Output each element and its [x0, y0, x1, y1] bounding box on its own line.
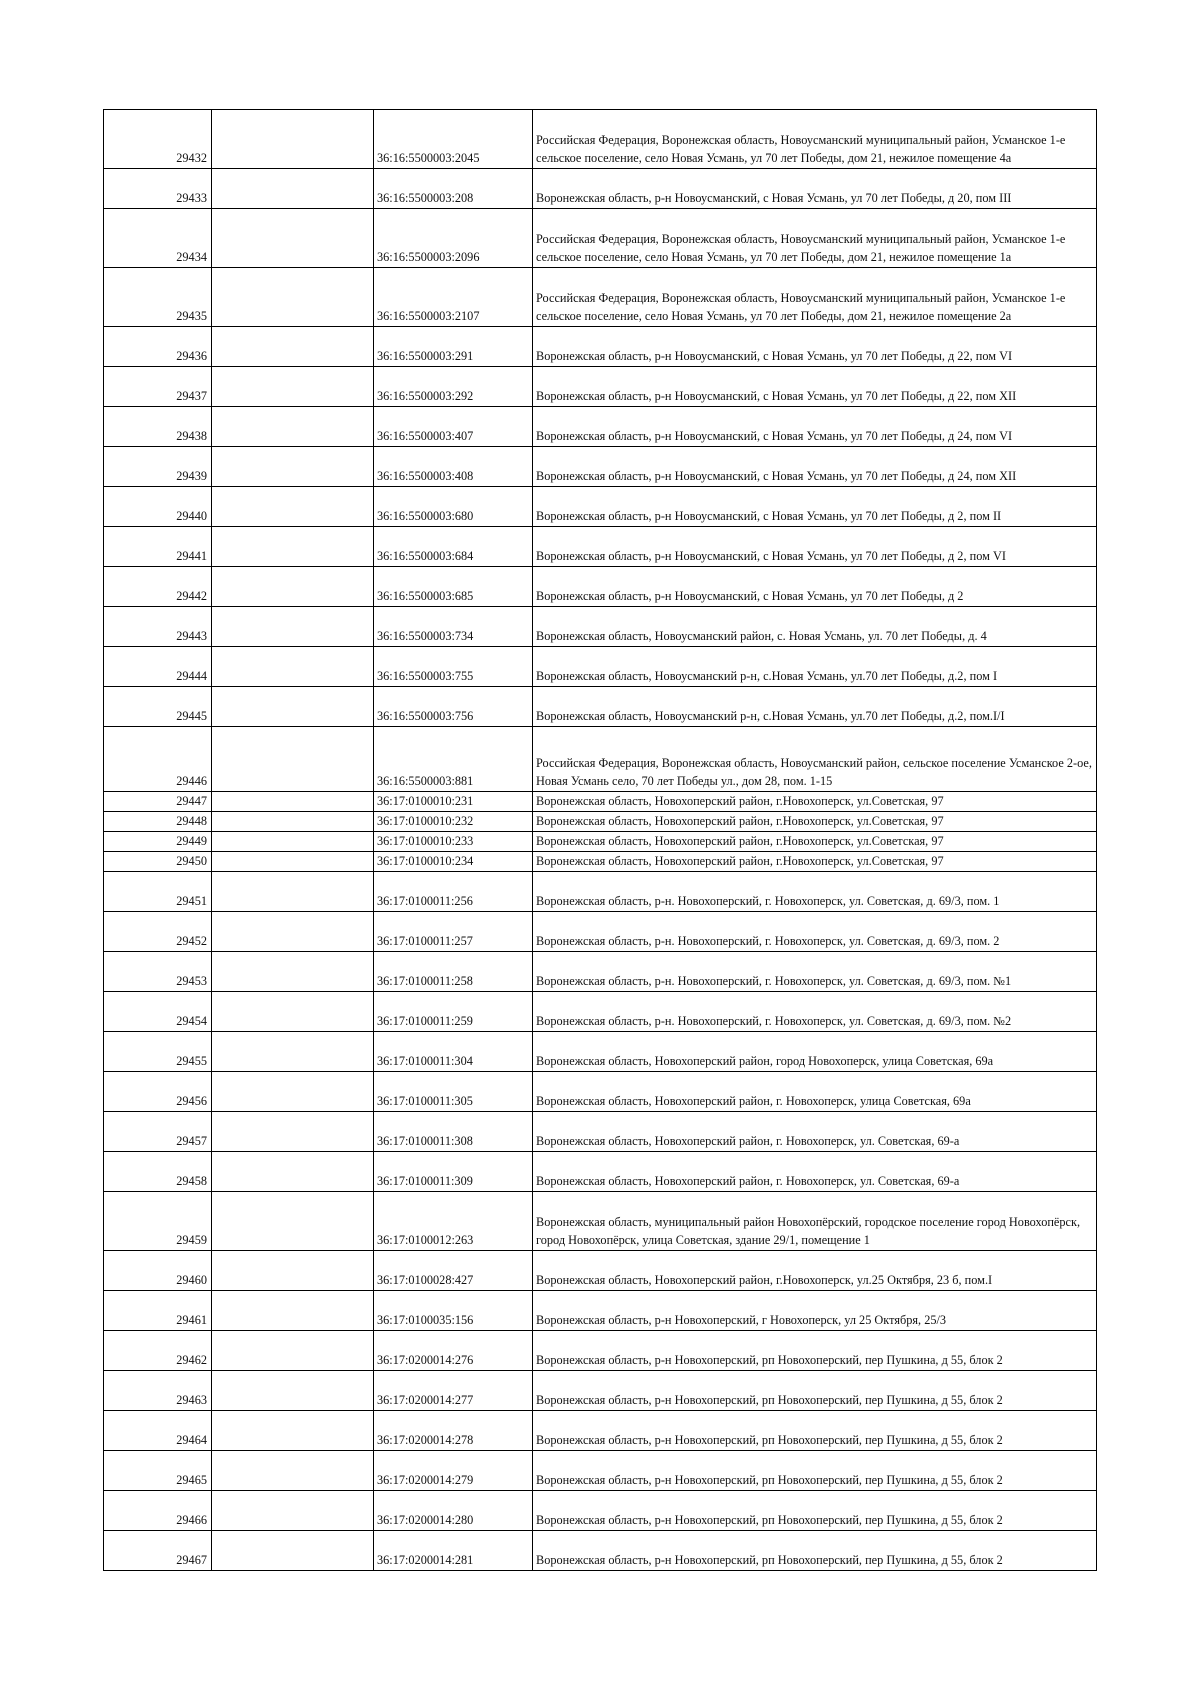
cadastral-number-cell: 36:17:0200014:277	[374, 1371, 533, 1411]
table-row	[104, 1371, 1097, 1411]
empty-cell	[212, 852, 374, 872]
table-row	[104, 912, 1097, 952]
table-row	[104, 872, 1097, 912]
empty-cell	[212, 727, 374, 792]
address-cell: Воронежская область, Новохоперский район, г.Новохоперск, ул.Советская, 97	[533, 792, 1097, 812]
row-number-cell: 29454	[104, 992, 212, 1032]
cadastral-number-cell: 36:16:5500003:685	[374, 567, 533, 607]
address-cell: Воронежская область, р-н Новоусманский, с Новая Усмань, ул 70 лет Победы, д 24, пом XII	[533, 447, 1097, 487]
address-cell: Воронежская область, Новохоперский район, город Новохоперск, улица Советская, 69а	[533, 1032, 1097, 1072]
empty-cell	[212, 407, 374, 447]
table-row	[104, 792, 1097, 812]
empty-cell	[212, 812, 374, 832]
cadastral-number-cell: 36:17:0100028:427	[374, 1251, 533, 1291]
address-cell: Российская Федерация, Воронежская область, Новоусманский муниципальный район, Усманское 1-е сельское поселение, село Новая Усмань, ул 70 лет Победы, дом 21, нежилое помещение 1а	[533, 209, 1097, 268]
address-cell: Воронежская область, р-н Новохоперский, рп Новохоперский, пер Пушкина, д 55, блок 2	[533, 1531, 1097, 1571]
address-cell: Воронежская область, р-н Новохоперский, г Новохоперск, ул 25 Октября, 25/3	[533, 1291, 1097, 1331]
empty-cell	[212, 169, 374, 209]
row-number-cell: 29449	[104, 832, 212, 852]
cadastral-number-cell: 36:16:5500003:2045	[374, 110, 533, 169]
empty-cell	[212, 1072, 374, 1112]
empty-cell	[212, 687, 374, 727]
table-row	[104, 407, 1097, 447]
row-number-cell: 29437	[104, 367, 212, 407]
cadastral-number-cell: 36:17:0100011:259	[374, 992, 533, 1032]
row-number-cell: 29464	[104, 1411, 212, 1451]
address-cell: Воронежская область, р-н Новоусманский, с Новая Усмань, ул 70 лет Победы, д 20, пом III	[533, 169, 1097, 209]
table-row	[104, 447, 1097, 487]
cadastral-number-cell: 36:17:0100010:231	[374, 792, 533, 812]
cadastral-number-cell: 36:16:5500003:291	[374, 327, 533, 367]
empty-cell	[212, 912, 374, 952]
row-number-cell: 29466	[104, 1491, 212, 1531]
address-cell: Воронежская область, р-н Новохоперский, рп Новохоперский, пер Пушкина, д 55, блок 2	[533, 1411, 1097, 1451]
address-cell: Воронежская область, р-н Новохоперский, рп Новохоперский, пер Пушкина, д 55, блок 2	[533, 1451, 1097, 1491]
address-cell: Воронежская область, р-н Новохоперский, рп Новохоперский, пер Пушкина, д 55, блок 2	[533, 1491, 1097, 1531]
cadastral-number-cell: 36:16:5500003:2096	[374, 209, 533, 268]
row-number-cell: 29433	[104, 169, 212, 209]
cadastral-number-cell: 36:17:0100012:263	[374, 1192, 533, 1251]
empty-cell	[212, 1192, 374, 1251]
table-row	[104, 687, 1097, 727]
row-number-cell: 29451	[104, 872, 212, 912]
row-number-cell: 29461	[104, 1291, 212, 1331]
address-cell: Воронежская область, р-н Новохоперский, рп Новохоперский, пер Пушкина, д 55, блок 2	[533, 1331, 1097, 1371]
address-cell: Воронежская область, р-н Новохоперский, рп Новохоперский, пер Пушкина, д 55, блок 2	[533, 1371, 1097, 1411]
row-number-cell: 29445	[104, 687, 212, 727]
table-row	[104, 1531, 1097, 1571]
cadastral-number-cell: 36:17:0100011:256	[374, 872, 533, 912]
row-number-cell: 29442	[104, 567, 212, 607]
address-cell: Воронежская область, Новохоперский район, г.Новохоперск, ул.Советская, 97	[533, 852, 1097, 872]
table-row	[104, 1192, 1097, 1251]
empty-cell	[212, 1112, 374, 1152]
table-row	[104, 992, 1097, 1032]
table-row	[104, 527, 1097, 567]
row-number-cell: 29467	[104, 1531, 212, 1571]
empty-cell	[212, 268, 374, 327]
address-cell: Воронежская область, р-н. Новохоперский, г. Новохоперск, ул. Советская, д. 69/3, пом. 2	[533, 912, 1097, 952]
address-cell: Воронежская область, р-н Новоусманский, с Новая Усмань, ул 70 лет Победы, д 2, пом II	[533, 487, 1097, 527]
address-cell: Воронежская область, Новохоперский район, г.Новохоперск, ул.Советская, 97	[533, 832, 1097, 852]
cadastral-number-cell: 36:17:0100010:232	[374, 812, 533, 832]
row-number-cell: 29444	[104, 647, 212, 687]
table-row	[104, 1291, 1097, 1331]
address-cell: Воронежская область, р-н. Новохоперский, г. Новохоперск, ул. Советская, д. 69/3, пом. №1	[533, 952, 1097, 992]
row-number-cell: 29455	[104, 1032, 212, 1072]
table-row	[104, 647, 1097, 687]
address-cell: Воронежская область, Новохоперский район, г. Новохоперск, ул. Советская, 69-а	[533, 1152, 1097, 1192]
empty-cell	[212, 792, 374, 812]
table-row	[104, 1491, 1097, 1531]
row-number-cell: 29457	[104, 1112, 212, 1152]
table-row	[104, 812, 1097, 832]
empty-cell	[212, 1032, 374, 1072]
cadastral-number-cell: 36:16:5500003:2107	[374, 268, 533, 327]
empty-cell	[212, 1371, 374, 1411]
cadastral-number-cell: 36:17:0100010:233	[374, 832, 533, 852]
cadastral-number-cell: 36:16:5500003:756	[374, 687, 533, 727]
table-row	[104, 1411, 1097, 1451]
empty-cell	[212, 1291, 374, 1331]
empty-cell	[212, 327, 374, 367]
cadastral-number-cell: 36:17:0100035:156	[374, 1291, 533, 1331]
row-number-cell: 29463	[104, 1371, 212, 1411]
row-number-cell: 29458	[104, 1152, 212, 1192]
table-row	[104, 327, 1097, 367]
row-number-cell: 29456	[104, 1072, 212, 1112]
row-number-cell: 29443	[104, 607, 212, 647]
table-row	[104, 1451, 1097, 1491]
address-cell: Воронежская область, р-н Новоусманский, с Новая Усмань, ул 70 лет Победы, д 2, пом VI	[533, 527, 1097, 567]
row-number-cell: 29435	[104, 268, 212, 327]
cadastral-number-cell: 36:17:0100011:257	[374, 912, 533, 952]
cadastral-number-cell: 36:16:5500003:408	[374, 447, 533, 487]
row-number-cell: 29438	[104, 407, 212, 447]
cadastral-number-cell: 36:17:0100011:308	[374, 1112, 533, 1152]
address-cell: Воронежская область, Новоусманский р-н, с.Новая Усмань, ул.70 лет Победы, д.2, пом.I/I	[533, 687, 1097, 727]
row-number-cell: 29450	[104, 852, 212, 872]
row-number-cell: 29436	[104, 327, 212, 367]
empty-cell	[212, 1331, 374, 1371]
row-number-cell: 29452	[104, 912, 212, 952]
cadastral-number-cell: 36:17:0200014:278	[374, 1411, 533, 1451]
address-cell: Воронежская область, р-н Новоусманский, с Новая Усмань, ул 70 лет Победы, д 24, пом VI	[533, 407, 1097, 447]
table-row	[104, 1251, 1097, 1291]
row-number-cell: 29439	[104, 447, 212, 487]
empty-cell	[212, 1491, 374, 1531]
cadastral-number-cell: 36:17:0200014:279	[374, 1451, 533, 1491]
cadastral-number-cell: 36:17:0100010:234	[374, 852, 533, 872]
cadastral-number-cell: 36:16:5500003:881	[374, 727, 533, 792]
table-row	[104, 952, 1097, 992]
empty-cell	[212, 447, 374, 487]
cadastral-number-cell: 36:16:5500003:755	[374, 647, 533, 687]
address-cell: Воронежская область, Новохоперский район, г. Новохоперск, улица Советская, 69а	[533, 1072, 1097, 1112]
address-cell: Воронежская область, Новохоперский район, г.Новохоперск, ул.25 Октября, 23 б, пом.I	[533, 1251, 1097, 1291]
row-number-cell: 29446	[104, 727, 212, 792]
empty-cell	[212, 1152, 374, 1192]
table-row	[104, 1112, 1097, 1152]
table-row	[104, 169, 1097, 209]
address-cell: Воронежская область, р-н Новоусманский, с Новая Усмань, ул 70 лет Победы, д 22, пом VI	[533, 327, 1097, 367]
row-number-cell: 29460	[104, 1251, 212, 1291]
table-row	[104, 567, 1097, 607]
empty-cell	[212, 209, 374, 268]
empty-cell	[212, 1451, 374, 1491]
row-number-cell: 29441	[104, 527, 212, 567]
empty-cell	[212, 1411, 374, 1451]
address-cell: Воронежская область, р-н Новоусманский, с Новая Усмань, ул 70 лет Победы, д 2	[533, 567, 1097, 607]
empty-cell	[212, 487, 374, 527]
row-number-cell: 29434	[104, 209, 212, 268]
cadastral-number-cell: 36:17:0200014:276	[374, 1331, 533, 1371]
empty-cell	[212, 952, 374, 992]
empty-cell	[212, 607, 374, 647]
empty-cell	[212, 110, 374, 169]
empty-cell	[212, 872, 374, 912]
table-row	[104, 209, 1097, 268]
row-number-cell: 29448	[104, 812, 212, 832]
table-row	[104, 1032, 1097, 1072]
address-cell: Воронежская область, р-н. Новохоперский, г. Новохоперск, ул. Советская, д. 69/3, пом. 1	[533, 872, 1097, 912]
cadastral-number-cell: 36:17:0100011:304	[374, 1032, 533, 1072]
empty-cell	[212, 647, 374, 687]
cadastral-number-cell: 36:17:0100011:309	[374, 1152, 533, 1192]
address-cell: Воронежская область, муниципальный район Новохопёрский, городское поселение город Новохопёрск, город Новохопёрск, улица Советская, здание 29/1, помещение 1	[533, 1192, 1097, 1251]
row-number-cell: 29462	[104, 1331, 212, 1371]
cadastral-number-cell: 36:16:5500003:680	[374, 487, 533, 527]
address-cell: Воронежская область, Новоусманский р-н, с.Новая Усмань, ул.70 лет Победы, д.2, пом I	[533, 647, 1097, 687]
table-row	[104, 367, 1097, 407]
table-row	[104, 832, 1097, 852]
row-number-cell: 29453	[104, 952, 212, 992]
cadastral-number-cell: 36:16:5500003:292	[374, 367, 533, 407]
empty-cell	[212, 992, 374, 1032]
row-number-cell: 29432	[104, 110, 212, 169]
row-number-cell: 29465	[104, 1451, 212, 1491]
cadastral-number-cell: 36:17:0200014:280	[374, 1491, 533, 1531]
cadastral-number-cell: 36:17:0100011:305	[374, 1072, 533, 1112]
empty-cell	[212, 567, 374, 607]
address-cell: Российская Федерация, Воронежская область, Новоусманский муниципальный район, Усманское 1-е сельское поселение, село Новая Усмань, ул 70 лет Победы, дом 21, нежилое помещение 4а	[533, 110, 1097, 169]
cadastral-number-cell: 36:17:0200014:281	[374, 1531, 533, 1571]
registry-table	[103, 109, 1097, 1571]
table-row	[104, 1331, 1097, 1371]
cadastral-number-cell: 36:16:5500003:208	[374, 169, 533, 209]
table-row	[104, 487, 1097, 527]
empty-cell	[212, 1531, 374, 1571]
table-row	[104, 1152, 1097, 1192]
address-cell: Российская Федерация, Воронежская область, Новоусманский район, сельское поселение Усманское 2-ое, Новая Усмань село, 70 лет Победы ул., дом 28, пом. 1-15	[533, 727, 1097, 792]
empty-cell	[212, 367, 374, 407]
empty-cell	[212, 832, 374, 852]
address-cell: Российская Федерация, Воронежская область, Новоусманский муниципальный район, Усманское 1-е сельское поселение, село Новая Усмань, ул 70 лет Победы, дом 21, нежилое помещение 2а	[533, 268, 1097, 327]
table-row	[104, 607, 1097, 647]
row-number-cell: 29447	[104, 792, 212, 812]
table-row	[104, 268, 1097, 327]
address-cell: Воронежская область, р-н. Новохоперский, г. Новохоперск, ул. Советская, д. 69/3, пом. №2	[533, 992, 1097, 1032]
empty-cell	[212, 527, 374, 567]
cadastral-number-cell: 36:16:5500003:684	[374, 527, 533, 567]
table-row	[104, 727, 1097, 792]
address-cell: Воронежская область, Новоусманский район, с. Новая Усмань, ул. 70 лет Победы, д. 4	[533, 607, 1097, 647]
address-cell: Воронежская область, р-н Новоусманский, с Новая Усмань, ул 70 лет Победы, д 22, пом XII	[533, 367, 1097, 407]
cadastral-number-cell: 36:16:5500003:407	[374, 407, 533, 447]
table-row	[104, 852, 1097, 872]
registry-table-body	[104, 110, 1097, 1571]
cadastral-number-cell: 36:17:0100011:258	[374, 952, 533, 992]
table-row	[104, 1072, 1097, 1112]
row-number-cell: 29440	[104, 487, 212, 527]
cadastral-number-cell: 36:16:5500003:734	[374, 607, 533, 647]
empty-cell	[212, 1251, 374, 1291]
address-cell: Воронежская область, Новохоперский район, г. Новохоперск, ул. Советская, 69-а	[533, 1112, 1097, 1152]
table-row	[104, 110, 1097, 169]
address-cell: Воронежская область, Новохоперский район, г.Новохоперск, ул.Советская, 97	[533, 812, 1097, 832]
row-number-cell: 29459	[104, 1192, 212, 1251]
